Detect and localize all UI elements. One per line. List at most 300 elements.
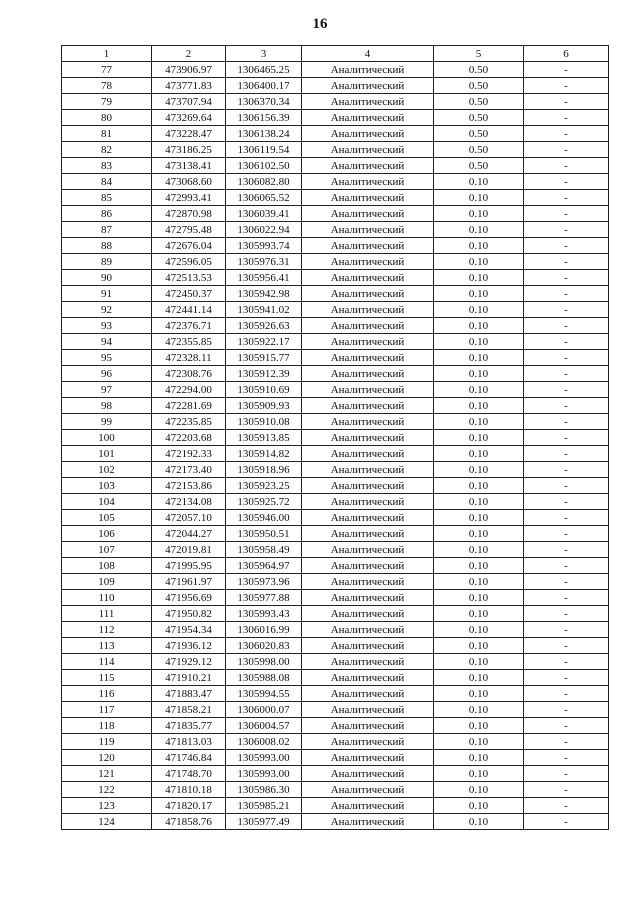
table-cell: Аналитический — [302, 414, 434, 430]
table-cell: 472450.37 — [152, 286, 226, 302]
table-cell: 0.50 — [434, 158, 524, 174]
table-cell: 103 — [62, 478, 152, 494]
table-cell: 471956.69 — [152, 590, 226, 606]
table-cell: 1305925.72 — [226, 494, 302, 510]
table-cell: 1305973.96 — [226, 574, 302, 590]
table-row — [62, 702, 609, 718]
table-cell: 1305986.30 — [226, 782, 302, 798]
table-cell: 91 — [62, 286, 152, 302]
table-cell: 0.10 — [434, 350, 524, 366]
table-cell: Аналитический — [302, 174, 434, 190]
table-cell: 114 — [62, 654, 152, 670]
table-cell: - — [524, 350, 609, 366]
table-row — [62, 382, 609, 398]
table-cell: 1305942.98 — [226, 286, 302, 302]
table-cell: - — [524, 686, 609, 702]
table-row — [62, 94, 609, 110]
table-cell: 0.10 — [434, 734, 524, 750]
table-cell: Аналитический — [302, 798, 434, 814]
table-cell: 0.10 — [434, 814, 524, 830]
table-row — [62, 494, 609, 510]
table-cell: 95 — [62, 350, 152, 366]
table-cell: 94 — [62, 334, 152, 350]
table-cell: Аналитический — [302, 478, 434, 494]
table-cell: 1305913.85 — [226, 430, 302, 446]
table-cell: 0.10 — [434, 270, 524, 286]
table-cell: Аналитический — [302, 366, 434, 382]
table-cell: 0.50 — [434, 110, 524, 126]
table-cell: 0.10 — [434, 718, 524, 734]
table-cell: Аналитический — [302, 462, 434, 478]
table-cell: 472281.69 — [152, 398, 226, 414]
table-cell: Аналитический — [302, 814, 434, 830]
table-cell: 473186.25 — [152, 142, 226, 158]
table-cell: 472044.27 — [152, 526, 226, 542]
table-cell: 119 — [62, 734, 152, 750]
table-cell: Аналитический — [302, 606, 434, 622]
table-cell: Аналитический — [302, 542, 434, 558]
table-cell: - — [524, 670, 609, 686]
table-row — [62, 126, 609, 142]
table-cell: 1305909.93 — [226, 398, 302, 414]
table-cell: 0.10 — [434, 286, 524, 302]
table-cell: 0.50 — [434, 78, 524, 94]
table-cell: 101 — [62, 446, 152, 462]
table-cell: 471835.77 — [152, 718, 226, 734]
table-row — [62, 414, 609, 430]
table-cell: Аналитический — [302, 190, 434, 206]
table-cell: 1305926.63 — [226, 318, 302, 334]
table-row — [62, 526, 609, 542]
table-row — [62, 750, 609, 766]
table-cell: 1305976.31 — [226, 254, 302, 270]
table-cell: 472019.81 — [152, 542, 226, 558]
column-header: 5 — [434, 46, 524, 62]
table-cell: - — [524, 318, 609, 334]
table-row — [62, 622, 609, 638]
table-cell: 0.50 — [434, 62, 524, 78]
table-cell: 1305914.82 — [226, 446, 302, 462]
table-cell: 92 — [62, 302, 152, 318]
table-row — [62, 142, 609, 158]
table-cell: 1306000.07 — [226, 702, 302, 718]
table-cell: 82 — [62, 142, 152, 158]
table-cell: 1305950.51 — [226, 526, 302, 542]
table-cell: 1306039.41 — [226, 206, 302, 222]
table-cell: - — [524, 126, 609, 142]
table-cell: - — [524, 398, 609, 414]
table-cell: 1305946.00 — [226, 510, 302, 526]
table-row — [62, 190, 609, 206]
table-cell: - — [524, 302, 609, 318]
table-cell: 1305993.00 — [226, 750, 302, 766]
table-cell: Аналитический — [302, 222, 434, 238]
table-row — [62, 606, 609, 622]
table-cell: 472870.98 — [152, 206, 226, 222]
table-cell: 122 — [62, 782, 152, 798]
table-cell: 1305910.69 — [226, 382, 302, 398]
table-cell: - — [524, 286, 609, 302]
table-cell: 473228.47 — [152, 126, 226, 142]
table-cell: - — [524, 62, 609, 78]
table-row — [62, 478, 609, 494]
table-cell: 472173.40 — [152, 462, 226, 478]
table-cell: 93 — [62, 318, 152, 334]
table-cell: 0.10 — [434, 462, 524, 478]
table-cell: 1306016.99 — [226, 622, 302, 638]
table-cell: Аналитический — [302, 238, 434, 254]
table-cell: 471929.12 — [152, 654, 226, 670]
table-cell: 472192.33 — [152, 446, 226, 462]
table-cell: 97 — [62, 382, 152, 398]
table-cell: Аналитический — [302, 734, 434, 750]
table-cell: 0.10 — [434, 782, 524, 798]
table-cell: 471858.21 — [152, 702, 226, 718]
table-cell: 0.10 — [434, 190, 524, 206]
table-cell: 1305998.00 — [226, 654, 302, 670]
table-row — [62, 270, 609, 286]
table-cell: - — [524, 174, 609, 190]
table-cell: 471910.21 — [152, 670, 226, 686]
table-cell: 98 — [62, 398, 152, 414]
table-cell: 0.10 — [434, 254, 524, 270]
table-cell: Аналитический — [302, 286, 434, 302]
table-cell: Аналитический — [302, 670, 434, 686]
table-row — [62, 782, 609, 798]
table-row — [62, 158, 609, 174]
table-cell: 89 — [62, 254, 152, 270]
table-cell: - — [524, 638, 609, 654]
table-cell: Аналитический — [302, 270, 434, 286]
table-row — [62, 430, 609, 446]
table-cell: 111 — [62, 606, 152, 622]
table-cell: 0.10 — [434, 478, 524, 494]
table-row — [62, 734, 609, 750]
table-cell: 473068.60 — [152, 174, 226, 190]
table-cell: 1306082.80 — [226, 174, 302, 190]
table-cell: 473906.97 — [152, 62, 226, 78]
table-cell: - — [524, 606, 609, 622]
table-cell: 0.10 — [434, 302, 524, 318]
table-cell: 0.10 — [434, 206, 524, 222]
table-cell: 1305923.25 — [226, 478, 302, 494]
table-cell: - — [524, 238, 609, 254]
table-cell: 0.10 — [434, 766, 524, 782]
table-cell: - — [524, 206, 609, 222]
table-cell: 112 — [62, 622, 152, 638]
table-cell: 1306102.50 — [226, 158, 302, 174]
table-cell: - — [524, 718, 609, 734]
table-cell: - — [524, 478, 609, 494]
table-cell: Аналитический — [302, 94, 434, 110]
table-cell: Аналитический — [302, 302, 434, 318]
table-cell: Аналитический — [302, 766, 434, 782]
table-cell: - — [524, 382, 609, 398]
table-cell: 77 — [62, 62, 152, 78]
table-cell: 1306065.52 — [226, 190, 302, 206]
column-header: 6 — [524, 46, 609, 62]
table-row — [62, 238, 609, 254]
table-cell: 0.10 — [434, 574, 524, 590]
table-cell: 471820.17 — [152, 798, 226, 814]
table-cell: 471995.95 — [152, 558, 226, 574]
table-cell: 1305994.55 — [226, 686, 302, 702]
table-row — [62, 318, 609, 334]
table-cell: 1306400.17 — [226, 78, 302, 94]
table-cell: Аналитический — [302, 782, 434, 798]
table-row — [62, 638, 609, 654]
table-cell: - — [524, 510, 609, 526]
table-row — [62, 174, 609, 190]
table-cell: 124 — [62, 814, 152, 830]
table-cell: Аналитический — [302, 590, 434, 606]
table-row — [62, 62, 609, 78]
table-cell: 83 — [62, 158, 152, 174]
table-row — [62, 206, 609, 222]
table-cell: 0.10 — [434, 430, 524, 446]
table-cell: 106 — [62, 526, 152, 542]
table-cell: 1305958.49 — [226, 542, 302, 558]
table-cell: 472308.76 — [152, 366, 226, 382]
table-cell: 0.10 — [434, 798, 524, 814]
table-cell: 471883.47 — [152, 686, 226, 702]
page-number: 16 — [312, 16, 328, 32]
table-cell: - — [524, 766, 609, 782]
table-cell: 105 — [62, 510, 152, 526]
table-cell: Аналитический — [302, 62, 434, 78]
table-cell: 113 — [62, 638, 152, 654]
table-cell: 0.10 — [434, 558, 524, 574]
table-cell: Аналитический — [302, 350, 434, 366]
table-cell: 1305993.00 — [226, 766, 302, 782]
table-cell: 118 — [62, 718, 152, 734]
table-cell: 0.10 — [434, 622, 524, 638]
table-cell: 1305922.17 — [226, 334, 302, 350]
table-cell: - — [524, 574, 609, 590]
table-cell: Аналитический — [302, 126, 434, 142]
table-cell: 108 — [62, 558, 152, 574]
table-cell: 473138.41 — [152, 158, 226, 174]
table-cell: - — [524, 94, 609, 110]
table-cell: 87 — [62, 222, 152, 238]
table-cell: 471950.82 — [152, 606, 226, 622]
table-row — [62, 654, 609, 670]
table-cell: 471954.34 — [152, 622, 226, 638]
table-row — [62, 814, 609, 830]
table-row — [62, 766, 609, 782]
table-cell: 1306020.83 — [226, 638, 302, 654]
table-cell: 472153.86 — [152, 478, 226, 494]
table-cell: 0.10 — [434, 654, 524, 670]
table-cell: 0.10 — [434, 670, 524, 686]
table-cell: 96 — [62, 366, 152, 382]
table-cell: 1306156.39 — [226, 110, 302, 126]
table-cell: 121 — [62, 766, 152, 782]
table-cell: 80 — [62, 110, 152, 126]
table-cell: 471810.18 — [152, 782, 226, 798]
table-cell: 117 — [62, 702, 152, 718]
table-cell: - — [524, 110, 609, 126]
table-cell: 1305912.39 — [226, 366, 302, 382]
table-cell: 1306138.24 — [226, 126, 302, 142]
table-cell: 109 — [62, 574, 152, 590]
table-cell: - — [524, 446, 609, 462]
table-cell: Аналитический — [302, 382, 434, 398]
table-cell: Аналитический — [302, 254, 434, 270]
table-cell: Аналитический — [302, 398, 434, 414]
table-cell: - — [524, 270, 609, 286]
table-cell: 0.10 — [434, 382, 524, 398]
table-cell: 115 — [62, 670, 152, 686]
table-cell: - — [524, 798, 609, 814]
table-cell: 120 — [62, 750, 152, 766]
table-cell: 471858.76 — [152, 814, 226, 830]
table-row — [62, 542, 609, 558]
table-cell: 1306465.25 — [226, 62, 302, 78]
table-cell: 1306004.57 — [226, 718, 302, 734]
table-cell: - — [524, 814, 609, 830]
table-cell: 0.10 — [434, 222, 524, 238]
table-row — [62, 574, 609, 590]
table-cell: 472513.53 — [152, 270, 226, 286]
table-cell: 0.10 — [434, 638, 524, 654]
table-cell: 471936.12 — [152, 638, 226, 654]
table-cell: 1306008.02 — [226, 734, 302, 750]
table-cell: 472596.05 — [152, 254, 226, 270]
table-cell: Аналитический — [302, 686, 434, 702]
column-header: 4 — [302, 46, 434, 62]
table-cell: Аналитический — [302, 510, 434, 526]
table-cell: - — [524, 78, 609, 94]
table-cell: 1305988.08 — [226, 670, 302, 686]
table-cell: Аналитический — [302, 718, 434, 734]
table-cell: Аналитический — [302, 142, 434, 158]
table-row — [62, 350, 609, 366]
table-cell: Аналитический — [302, 110, 434, 126]
table-cell: 472376.71 — [152, 318, 226, 334]
table-cell: 472676.04 — [152, 238, 226, 254]
table-cell: 81 — [62, 126, 152, 142]
table-cell: 472203.68 — [152, 430, 226, 446]
table-cell: - — [524, 190, 609, 206]
table-cell: 1306119.54 — [226, 142, 302, 158]
table-cell: Аналитический — [302, 334, 434, 350]
table-row — [62, 78, 609, 94]
table-cell: - — [524, 702, 609, 718]
table-cell: 472134.08 — [152, 494, 226, 510]
coordinates-table — [61, 45, 609, 830]
table-cell: 78 — [62, 78, 152, 94]
table-cell: 472795.48 — [152, 222, 226, 238]
table-cell: 0.10 — [434, 494, 524, 510]
table-cell: - — [524, 750, 609, 766]
table-cell: Аналитический — [302, 78, 434, 94]
table-cell: 1305910.08 — [226, 414, 302, 430]
table-cell: Аналитический — [302, 206, 434, 222]
table-cell: - — [524, 542, 609, 558]
table-cell: 99 — [62, 414, 152, 430]
table-cell: 0.10 — [434, 686, 524, 702]
table-cell: - — [524, 334, 609, 350]
table-cell: Аналитический — [302, 638, 434, 654]
table-cell: 472294.00 — [152, 382, 226, 398]
table-header-row — [62, 46, 609, 62]
table-cell: 0.10 — [434, 174, 524, 190]
table-cell: Аналитический — [302, 750, 434, 766]
table-cell: - — [524, 558, 609, 574]
table-cell: 1305985.21 — [226, 798, 302, 814]
table-cell: 104 — [62, 494, 152, 510]
table-cell: 1305993.43 — [226, 606, 302, 622]
table-row — [62, 254, 609, 270]
table-cell: - — [524, 222, 609, 238]
table-cell: 1305964.97 — [226, 558, 302, 574]
table-cell: Аналитический — [302, 574, 434, 590]
table-row — [62, 510, 609, 526]
table-cell: 0.10 — [434, 238, 524, 254]
table-cell: 0.50 — [434, 94, 524, 110]
table-cell: Аналитический — [302, 702, 434, 718]
table-cell: 0.10 — [434, 510, 524, 526]
table-cell: 472328.11 — [152, 350, 226, 366]
table-cell: 90 — [62, 270, 152, 286]
table-cell: Аналитический — [302, 494, 434, 510]
table-cell: 471813.03 — [152, 734, 226, 750]
table-body — [62, 62, 609, 830]
table-cell: 79 — [62, 94, 152, 110]
table-cell: 0.10 — [434, 366, 524, 382]
table-cell: 0.10 — [434, 702, 524, 718]
table-cell: 0.10 — [434, 318, 524, 334]
table-cell: - — [524, 590, 609, 606]
table-cell: - — [524, 782, 609, 798]
table-cell: - — [524, 142, 609, 158]
table-row — [62, 798, 609, 814]
table-cell: 1305977.88 — [226, 590, 302, 606]
table-cell: - — [524, 734, 609, 750]
table-cell: 85 — [62, 190, 152, 206]
table-row — [62, 366, 609, 382]
table-cell: 110 — [62, 590, 152, 606]
table-cell: - — [524, 414, 609, 430]
table-cell: 472235.85 — [152, 414, 226, 430]
table-row — [62, 110, 609, 126]
table-row — [62, 686, 609, 702]
table-row — [62, 590, 609, 606]
table-cell: 471746.84 — [152, 750, 226, 766]
table-cell: Аналитический — [302, 446, 434, 462]
table-cell: 0.10 — [434, 334, 524, 350]
table-cell: 0.10 — [434, 414, 524, 430]
table-cell: 107 — [62, 542, 152, 558]
table-cell: Аналитический — [302, 558, 434, 574]
table-cell: 1305956.41 — [226, 270, 302, 286]
table-cell: 1306022.94 — [226, 222, 302, 238]
table-cell: 1305977.49 — [226, 814, 302, 830]
table-cell: - — [524, 366, 609, 382]
table-cell: 86 — [62, 206, 152, 222]
table-cell: 1305918.96 — [226, 462, 302, 478]
table-cell: 1305993.74 — [226, 238, 302, 254]
table-cell: - — [524, 462, 609, 478]
table-cell: - — [524, 654, 609, 670]
table-cell: - — [524, 430, 609, 446]
table-cell: 100 — [62, 430, 152, 446]
table-row — [62, 222, 609, 238]
table-cell: 102 — [62, 462, 152, 478]
table-row — [62, 462, 609, 478]
table-cell: 0.50 — [434, 142, 524, 158]
